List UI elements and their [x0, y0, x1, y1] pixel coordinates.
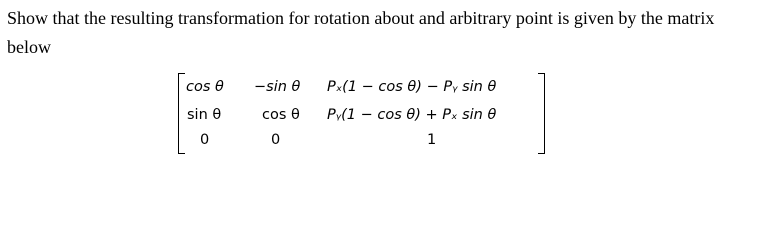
matrix-cell-r3-c2: 0 — [271, 132, 281, 148]
transformation-matrix — [178, 70, 545, 152]
matrix-cell-r1-c2: −sin θ — [254, 79, 301, 95]
question-text: Show that the resulting transformation for rotation about and arbitrary point is given by the matrix below — [7, 8, 715, 57]
matrix-cell-r1-c3: Pₓ(1 − cos θ) − Pᵧ sin θ — [327, 79, 497, 95]
matrix-left-bracket — [178, 73, 185, 154]
matrix-right-bracket — [538, 73, 545, 154]
matrix-cell-r2-c2: cos θ — [262, 107, 300, 123]
matrix-cell-r1-c1: cos θ — [186, 79, 224, 95]
matrix-cell-r2-c1: sin θ — [187, 107, 222, 123]
matrix-cell-r3-c3: 1 — [427, 132, 437, 148]
matrix-cell-r2-c3: Pᵧ(1 − cos θ) + Pₓ sin θ — [327, 107, 497, 123]
matrix-cell-r3-c1: 0 — [200, 132, 210, 148]
